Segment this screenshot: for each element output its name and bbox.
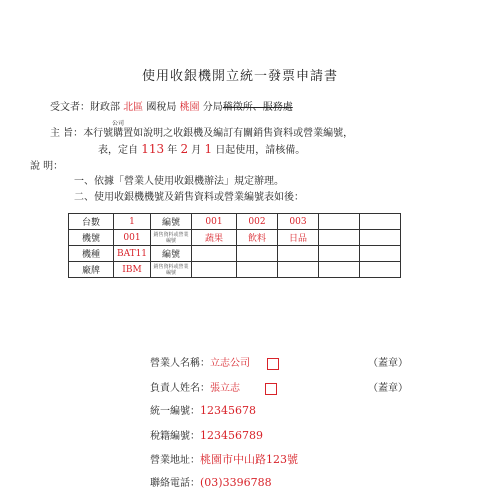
table-cell (192, 262, 237, 278)
table-cell (278, 246, 319, 262)
recipient-city: 桃園 (179, 102, 200, 113)
register-table (68, 213, 401, 278)
table-cell (360, 246, 401, 262)
subject-day: 1 (204, 142, 213, 156)
table-cell: 機種 (69, 246, 114, 262)
table-cell: 銷售資料或營業編號 (151, 230, 192, 246)
subject-line-2: 表，定自 113 年 2 月 1 日起使用，請核備。 (98, 142, 306, 156)
subject-note: 公司 (112, 120, 125, 127)
table-cell (237, 246, 278, 262)
table-cell: 日品 (278, 230, 319, 246)
explanation-item-2: 二、使用收銀機機號及銷售資料或營業編號表如後： (74, 192, 304, 203)
subject-label: 主 旨： (50, 128, 84, 139)
stamp-box (267, 358, 279, 370)
table-row (69, 214, 401, 230)
table-cell: 001 (192, 214, 237, 230)
subject-line-1 (50, 124, 353, 139)
company-label: 營業人名稱： (150, 358, 210, 369)
explanation-label: 說 明： (30, 161, 64, 172)
table-cell (319, 246, 360, 262)
subject-suffix: 日起使用，請核備。 (215, 145, 306, 156)
tax-label: 稅籍編號： (150, 431, 200, 442)
company-value: 立志公司 (210, 358, 250, 369)
table-cell: 002 (237, 214, 278, 230)
table-cell (192, 246, 237, 262)
table-cell: 飲料 (237, 230, 278, 246)
table-row (69, 246, 401, 262)
table-cell (360, 262, 401, 278)
recipient-label: 受文者： (50, 102, 90, 113)
subject-month-unit: 月 (191, 145, 202, 156)
address-label: 營業地址： (150, 455, 200, 466)
table-cell: 1 (114, 214, 151, 230)
table-cell (319, 214, 360, 230)
table-row (69, 230, 401, 246)
table-cell: 蔬果 (192, 230, 237, 246)
subject-month: 2 (180, 142, 189, 156)
table-cell (319, 230, 360, 246)
recipient-prefix: 財政部 (90, 102, 120, 113)
page-title: 使用收銀機開立統一發票申請書 (141, 69, 338, 84)
table-cell (360, 230, 401, 246)
tax-row (150, 427, 263, 442)
owner-value: 張立志 (210, 383, 240, 394)
stamp-box (265, 383, 277, 395)
recipient-line (50, 98, 293, 113)
recipient-bureau: 北區 (123, 102, 144, 113)
recipient-mid: 國稅局 (146, 102, 177, 113)
table-cell: 銷售資料或營業編號 (151, 262, 192, 278)
table-cell (319, 262, 360, 278)
uniform-value: 12345678 (200, 404, 256, 417)
table-cell: IBM (114, 262, 151, 278)
address-value: 桃園市中山路123號 (200, 453, 298, 466)
table-cell: 編號 (151, 214, 192, 230)
subject-prefix: 定自 (118, 145, 138, 156)
recipient-suffix: 分局 (202, 102, 223, 113)
subject-text-1: 本行號購置如說明之收銀機及編訂有關銷售資料或營業編號， (83, 128, 354, 139)
table-cell: BAT11 (114, 246, 151, 262)
table-cell (360, 214, 401, 230)
phone-row (150, 474, 272, 489)
explanation-item-1: 一、依據「營業人使用收銀機辦法」規定辦理。 (74, 176, 284, 187)
recipient-struck: 稽徵所、服務處 (222, 102, 293, 113)
table-cell: 編號 (151, 246, 192, 262)
subject-lead: 表 (98, 145, 108, 156)
owner-row (150, 379, 277, 395)
owner-label: 負責人姓名： (150, 383, 210, 394)
table-cell: 台數 (69, 214, 114, 230)
address-row (150, 451, 298, 467)
uniform-row (150, 402, 256, 417)
subject-year-unit: 年 (167, 145, 178, 156)
seal-label-2: （蓋章） (368, 383, 408, 394)
tax-value: 123456789 (200, 429, 263, 442)
table-row (69, 262, 401, 278)
table-cell (237, 262, 278, 278)
company-row (150, 354, 279, 370)
table-cell (278, 262, 319, 278)
table-cell: 機號 (69, 230, 114, 246)
table-cell: 廠牌 (69, 262, 114, 278)
phone-value: (03)3396788 (200, 476, 272, 489)
table-cell: 001 (114, 230, 151, 246)
seal-label-1: （蓋章） (368, 358, 408, 369)
subject-year: 113 (141, 142, 165, 156)
phone-label: 聯絡電話： (150, 478, 200, 489)
table-cell: 003 (278, 214, 319, 230)
uniform-label: 統一編號： (150, 406, 200, 417)
